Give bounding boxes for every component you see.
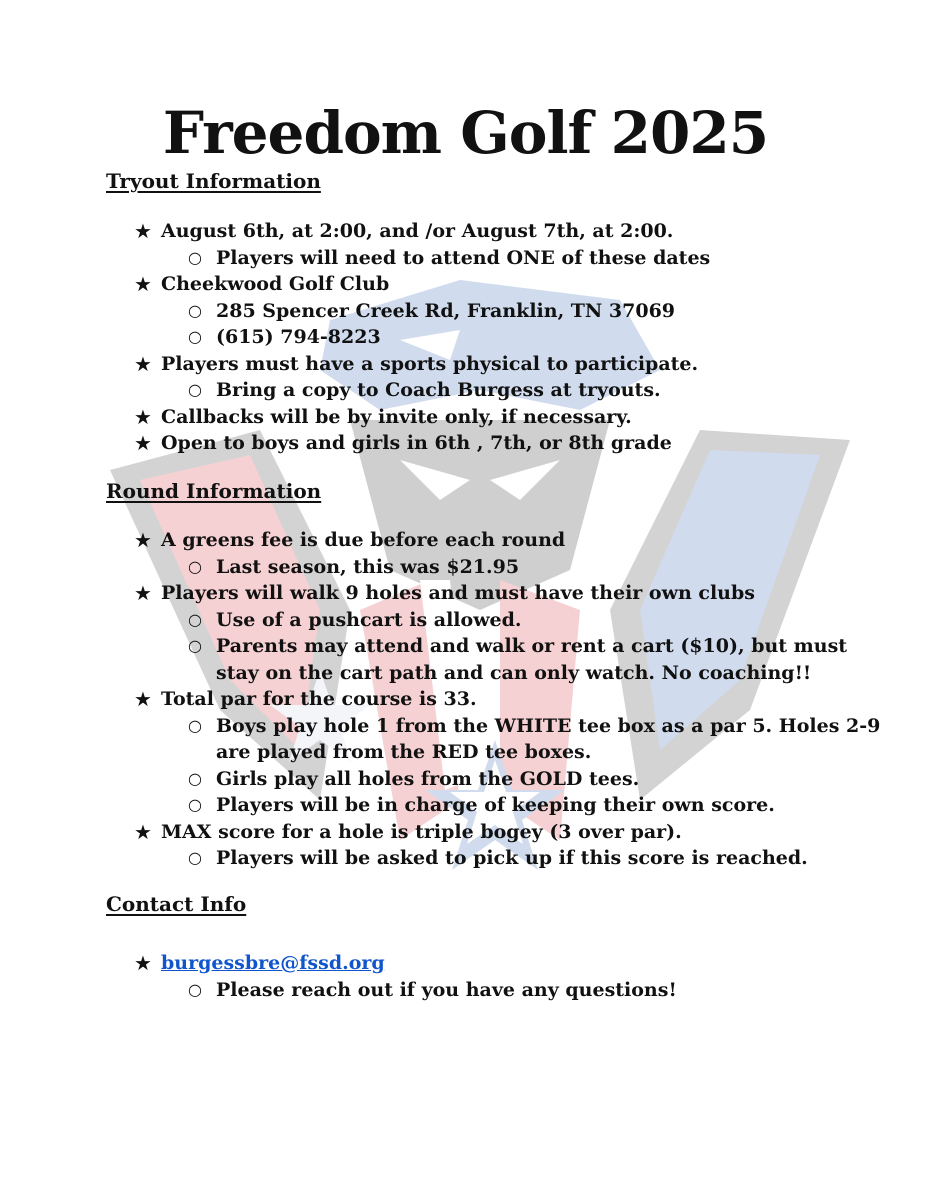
list-item-text: Total par for the course is 33. [161, 688, 477, 710]
list-item-text: Players must have a sports physical to participate. [161, 352, 699, 375]
list-item [0, 554, 931, 581]
list-item-text: Use of a pushcart is allowed. [216, 608, 522, 631]
list-item [0, 298, 931, 325]
list-item [0, 430, 931, 457]
list-item-text: Please reach out if you have any questions! [216, 978, 677, 1001]
list-item [0, 580, 931, 607]
tryout-list [0, 218, 931, 457]
circle-bullet-icon: ○ [188, 380, 202, 399]
list-item-text: are played from the RED tee boxes. [216, 741, 592, 763]
list-item-text: August 6th, at 2:00, and /or August 7th, at 2:00. [161, 220, 674, 242]
list-item-text: Girls play all holes from the GOLD tees. [216, 767, 640, 790]
star-bullet-icon: ★ [134, 528, 152, 552]
list-item [0, 792, 931, 819]
list-item-text: Players will be in charge of keeping their own score. [216, 794, 775, 816]
star-bullet-icon: ★ [134, 351, 152, 376]
list-item-text: Players will walk 9 holes and must have their own clubs [161, 582, 755, 604]
list-item-text: MAX score for a hole is triple bogey (3 over par). [161, 820, 682, 843]
list-item [0, 633, 931, 660]
list-item-text: Last season, this was $21.95 [216, 555, 520, 578]
list-item [0, 377, 931, 404]
list-item [0, 766, 931, 793]
list-item [0, 527, 931, 554]
star-bullet-icon: ★ [134, 219, 152, 243]
circle-bullet-icon: ○ [188, 609, 202, 629]
contact-heading: Contact Info [106, 892, 247, 916]
address-text: 285 Spencer Creek Rd, Franklin, TN 37069 [216, 299, 676, 322]
list-item-text: Players will need to attend ONE of these dates [216, 246, 711, 269]
list-item-text: Open to boys and girls in 6th , 7th, or 8th grade [161, 432, 672, 454]
star-bullet-icon: ★ [134, 687, 152, 711]
circle-bullet-icon: ○ [188, 636, 202, 655]
list-item-text: Players will be asked to pick up if this score is reached. [216, 847, 808, 869]
circle-bullet-icon: ○ [188, 768, 202, 788]
list-item [0, 218, 931, 245]
list-item [0, 245, 931, 272]
list-item-text: Callbacks will be by invite only, if necessary. [161, 405, 632, 428]
phone-text: (615) 794-8223 [216, 326, 381, 348]
star-bullet-icon: ★ [134, 431, 152, 455]
list-item [0, 713, 931, 740]
list-item [0, 607, 931, 634]
list-item [0, 404, 931, 431]
circle-bullet-icon: ○ [188, 247, 202, 267]
circle-bullet-icon: ○ [188, 715, 202, 735]
list-item-continuation [0, 660, 931, 687]
list-item-text: Cheekwood Golf Club [161, 273, 390, 295]
circle-bullet-icon: ○ [188, 300, 202, 320]
list-item [0, 324, 931, 351]
star-bullet-icon: ★ [134, 404, 152, 429]
round-list [0, 527, 931, 872]
page-title: Freedom Golf 2025 [162, 99, 769, 167]
circle-bullet-icon: ○ [188, 795, 202, 814]
list-item [0, 271, 931, 298]
list-item-text: Parents may attend and walk or rent a cart ($10), but must [216, 635, 848, 657]
list-item [0, 351, 931, 378]
circle-bullet-icon: ○ [188, 848, 202, 867]
list-item [0, 819, 931, 846]
list-item [0, 686, 931, 713]
list-item [0, 950, 931, 977]
list-item-text: Boys play hole 1 from the WHITE tee box as a par 5. Holes 2-9 [216, 714, 881, 737]
circle-bullet-icon: ○ [188, 327, 202, 346]
list-item [0, 845, 931, 872]
tryout-heading: Tryout Information [106, 169, 321, 193]
contact-list [0, 950, 931, 1003]
email-link[interactable]: burgessbre@fssd.org [161, 952, 385, 974]
star-bullet-icon: ★ [134, 951, 152, 975]
star-bullet-icon: ★ [134, 819, 152, 844]
star-bullet-icon: ★ [134, 272, 152, 296]
list-item-text: Bring a copy to Coach Burgess at tryouts. [216, 379, 661, 401]
circle-bullet-icon: ○ [188, 556, 202, 576]
list-item [0, 977, 931, 1004]
list-item-text: stay on the cart path and can only watch. No coaching!! [216, 661, 812, 684]
list-item-text: A greens fee is due before each round [161, 529, 566, 551]
list-item-continuation [0, 739, 931, 766]
circle-bullet-icon: ○ [188, 979, 202, 999]
round-heading: Round Information [106, 479, 322, 503]
star-bullet-icon: ★ [134, 581, 152, 605]
